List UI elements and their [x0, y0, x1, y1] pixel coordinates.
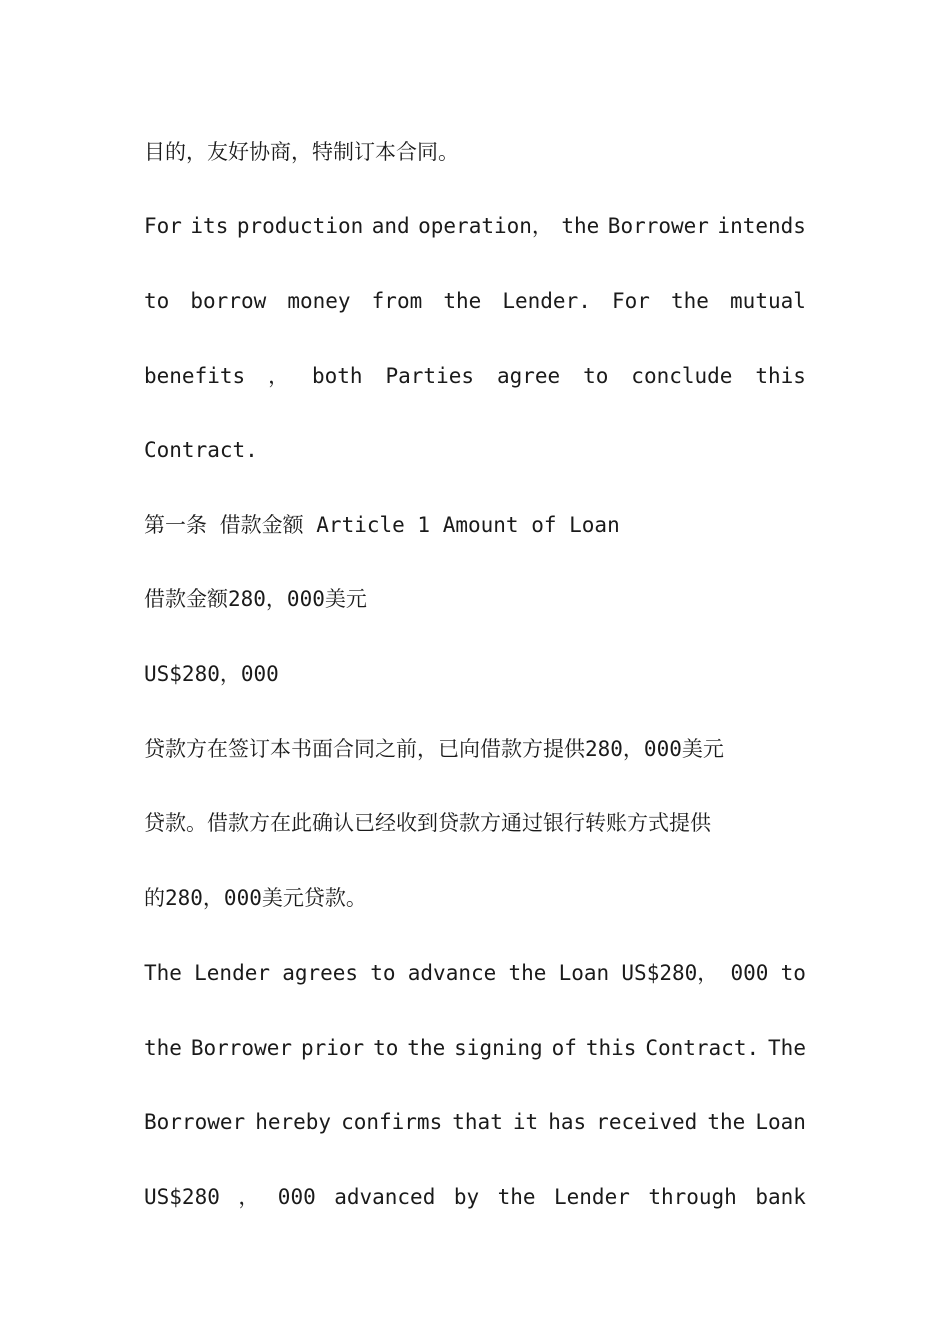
word: prior — [300, 1036, 365, 1060]
word: The — [144, 961, 182, 985]
text-line: US$280，000 — [144, 662, 279, 686]
word: advanced — [334, 1185, 436, 1209]
word: 000 — [730, 961, 769, 985]
word: US$280 — [144, 1185, 220, 1209]
word: Lender — [554, 1185, 630, 1209]
word: the — [671, 289, 709, 313]
word: and — [371, 214, 410, 238]
text-line: Contract. — [144, 438, 258, 462]
word: Loan — [755, 1110, 806, 1134]
word: 000 — [277, 1185, 316, 1209]
word: hereby — [255, 1110, 332, 1134]
text-line: 借款金额280，000美元 — [144, 587, 367, 611]
word: by — [453, 1185, 480, 1209]
word: benefits — [144, 364, 246, 388]
text-line: 的280，000美元贷款。 — [144, 886, 367, 910]
word: to — [144, 289, 170, 313]
word: both — [312, 364, 363, 388]
article-heading: 第一条 借款金额 Article 1 Amount of Loan — [144, 513, 620, 537]
word: Lender. — [502, 289, 591, 313]
text-line-justified — [144, 286, 806, 316]
word: conclude — [631, 364, 733, 388]
text-line: 贷款。借款方在此确认已经收到贷款方通过银行转账方式提供 — [144, 811, 711, 835]
word: through — [648, 1185, 737, 1209]
text-line-justified — [144, 958, 806, 988]
text-line-justified — [144, 211, 806, 241]
word: borrow — [190, 289, 267, 313]
word: this — [585, 1036, 637, 1060]
word: to — [370, 961, 396, 985]
word: has — [548, 1110, 587, 1134]
word: from — [371, 289, 423, 313]
word: the — [561, 214, 600, 238]
word: operation， — [418, 214, 553, 238]
word: agrees — [282, 961, 359, 985]
word: advance — [407, 961, 497, 985]
word: mutual — [730, 289, 806, 313]
word: money — [287, 289, 351, 313]
word: intends — [717, 214, 806, 238]
word: the — [144, 1036, 182, 1060]
text-line: 目的，友好协商，特制订本合同。 — [144, 140, 459, 164]
word: Contract. — [645, 1036, 760, 1060]
word: agree — [496, 364, 561, 388]
word: For — [611, 289, 650, 313]
word: signing — [454, 1036, 543, 1060]
text-line-justified — [144, 361, 806, 391]
word: this — [755, 364, 806, 388]
word: its — [190, 214, 229, 238]
word: to — [373, 1036, 399, 1060]
text-line: 贷款方在签订本书面合同之前，已向借款方提供280，000美元 — [144, 737, 724, 761]
word: bank — [755, 1185, 806, 1209]
word: of — [551, 1036, 577, 1060]
word: For — [144, 214, 182, 238]
word: Lender — [194, 961, 270, 985]
word: ， — [268, 364, 290, 388]
word: Parties — [385, 364, 475, 388]
text-line-justified — [144, 1033, 806, 1063]
word: The — [768, 1036, 806, 1060]
word: US$280， — [621, 961, 719, 985]
word: Loan — [558, 961, 610, 985]
word: to — [583, 364, 609, 388]
word: Borrower — [190, 1036, 293, 1060]
word: Borrower — [144, 1110, 246, 1134]
word: that — [452, 1110, 503, 1134]
text-line-justified — [144, 1107, 806, 1137]
word: the — [443, 289, 482, 313]
word: the — [407, 1036, 446, 1060]
word: confirms — [341, 1110, 443, 1134]
word: the — [497, 1185, 536, 1209]
word: production — [236, 214, 364, 238]
word: the — [508, 961, 547, 985]
word: ， — [238, 1185, 260, 1209]
word: it — [512, 1110, 539, 1134]
word: Borrower — [607, 214, 709, 238]
word: the — [707, 1110, 746, 1134]
word: received — [596, 1110, 698, 1134]
text-line-justified — [144, 1182, 806, 1212]
word: to — [780, 961, 806, 985]
